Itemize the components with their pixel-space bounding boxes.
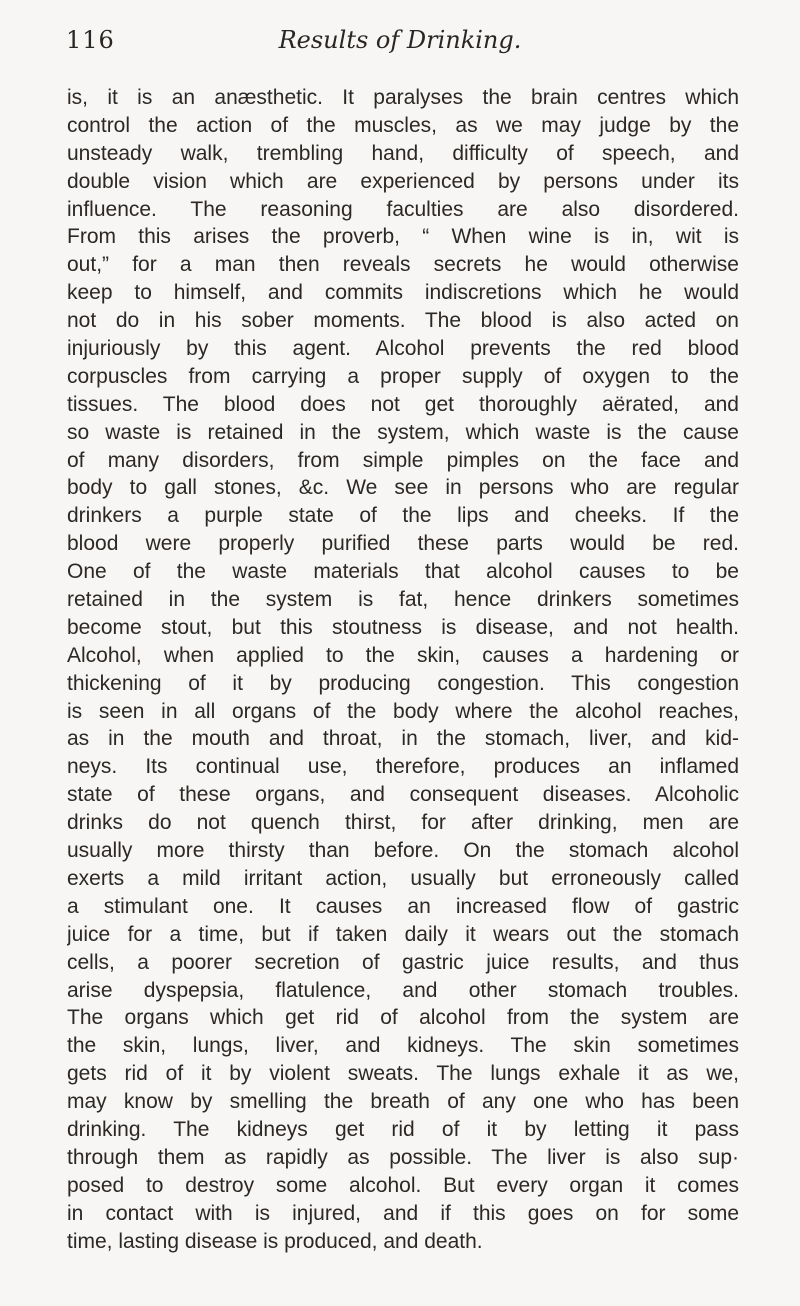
text-line: juice for a time, but if taken daily it wears out the stomach: [67, 922, 739, 946]
text-line: control the action of the muscles, as we may judge by the: [67, 113, 739, 137]
text-line: drinkers a purple state of the lips and cheeks. If the: [67, 504, 739, 528]
text-line: Alcohol, when applied to the skin, causes a hardening or: [67, 643, 739, 667]
text-line: neys. Its continual use, therefore, produces an inflamed: [67, 755, 739, 779]
text-line: usually more thirsty than before. On the stomach alcohol: [67, 839, 739, 863]
text-line: influence. The reasoning faculties are also disordered.: [67, 197, 739, 221]
text-line: through them as rapidly as possible. The liver is also sup·: [67, 1145, 739, 1169]
text-line: retained in the system is fat, hence drinkers sometimes: [67, 588, 739, 612]
text-line: The organs which get rid of alcohol from the system are: [67, 1006, 739, 1030]
text-line: the skin, lungs, liver, and kidneys. The skin sometimes: [67, 1034, 739, 1058]
text-line: unsteady walk, trembling hand, difficulty of speech, and: [67, 141, 739, 165]
page-number: 116: [66, 26, 115, 54]
text-line: so waste is retained in the system, which waste is the cause: [67, 420, 739, 444]
text-line: out,” for a man then reveals secrets he would otherwise: [67, 253, 739, 277]
text-line: double vision which are experienced by persons under its: [67, 169, 739, 193]
text-line: time, lasting disease is produced, and death.: [67, 1229, 483, 1253]
text-line: injuriously by this agent. Alcohol prevents the red blood: [67, 337, 739, 361]
text-line: thickening of it by producing congestion. This congestion: [67, 671, 739, 695]
text-line: become stout, but this stoutness is disease, and not health.: [67, 615, 739, 639]
running-head: [66, 26, 734, 56]
text-line: state of these organs, and consequent diseases. Alcoholic: [67, 783, 739, 807]
body-text: [67, 84, 739, 1255]
text-line: tissues. The blood does not get thoroughly aërated, and: [67, 392, 739, 416]
text-line: arise dyspepsia, flatulence, and other stomach troubles.: [67, 978, 739, 1002]
running-title: Results of Drinking.: [278, 26, 522, 54]
text-line: drinking. The kidneys get rid of it by letting it pass: [67, 1117, 739, 1141]
text-line: may know by smelling the breath of any one who has been: [67, 1090, 739, 1114]
text-line: body to gall stones, &c. We see in persons who are regular: [67, 476, 739, 500]
text-line: as in the mouth and throat, in the stomach, liver, and kid-: [67, 727, 739, 751]
text-line: cells, a poorer secretion of gastric juice results, and thus: [67, 950, 739, 974]
text-line: exerts a mild irritant action, usually but erroneously called: [67, 866, 739, 890]
text-line: posed to destroy some alcohol. But every organ it comes: [67, 1173, 739, 1197]
text-line: keep to himself, and commits indiscretions which he would: [67, 281, 739, 305]
text-line: is, it is an anæsthetic. It paralyses the brain centres which: [67, 86, 739, 109]
text-line: of many disorders, from simple pimples on the face and: [67, 448, 739, 472]
text-line: From this arises the proverb, “ When wine is in, wit is: [67, 225, 739, 249]
text-line: One of the waste materials that alcohol causes to be: [67, 560, 739, 584]
text-line: a stimulant one. It causes an increased flow of gastric: [67, 894, 739, 918]
text-line: in contact with is injured, and if this goes on for some: [67, 1201, 739, 1225]
text-line: corpuscles from carrying a proper supply of oxygen to the: [67, 364, 739, 388]
text-line: blood were properly purified these parts would be red.: [67, 532, 739, 556]
text-line: drinks do not quench thirst, for after drinking, men are: [67, 811, 739, 835]
text-line: gets rid of it by violent sweats. The lungs exhale it as we,: [67, 1062, 739, 1086]
text-line: not do in his sober moments. The blood is also acted on: [67, 309, 739, 333]
text-line: is seen in all organs of the body where the alcohol reaches,: [67, 699, 739, 723]
